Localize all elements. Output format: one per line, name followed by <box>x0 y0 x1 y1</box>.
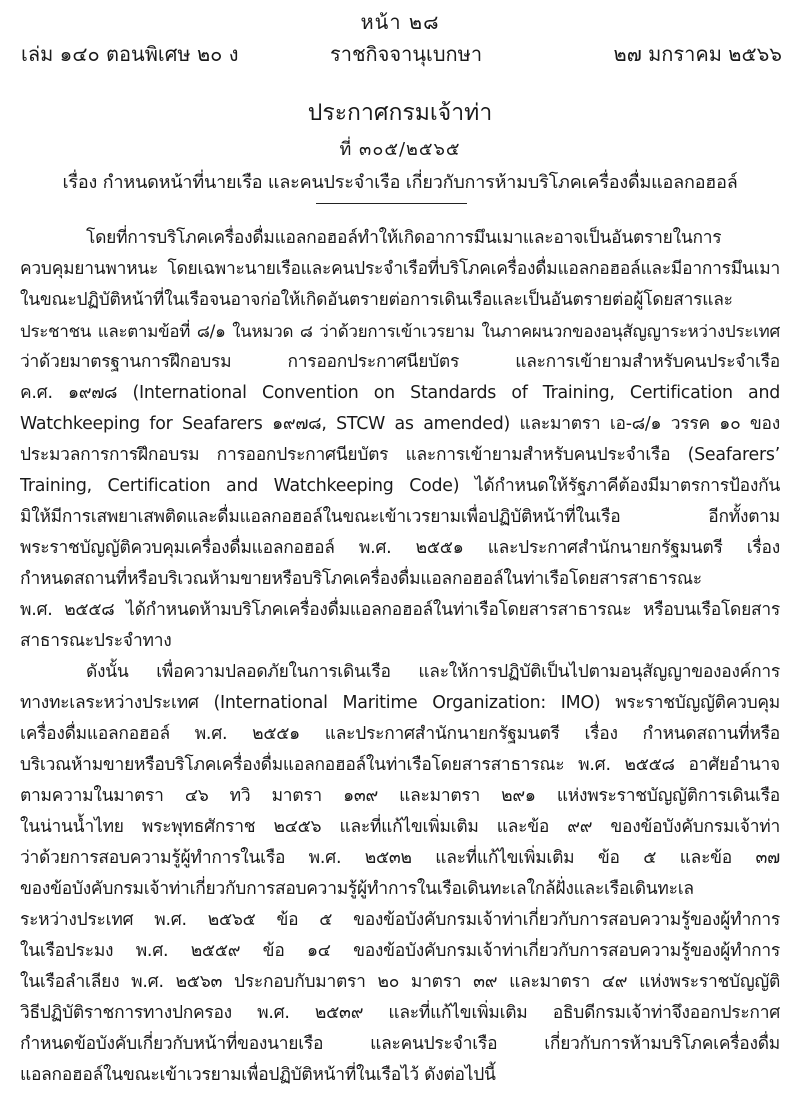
body-line: ในเรือลำเลียง พ.ศ. ๒๕๖๓ ประกอบกับมาตรา ๒๐ มาตรา ๓๙ และมาตรา ๔๙ แห่งพระราชบัญญัติ <box>20 972 780 992</box>
body-line: ค.ศ. ๑๙๗๘ (International Convention on Standards of Training, Certification and <box>20 383 780 403</box>
body-line: ของข้อบังคับกรมเจ้าท่าเกี่ยวกับการสอบความรู้ผู้ทำการในเรือเดินทะเลใกล้ฝั่งและเรือเดินทะเล <box>20 879 694 899</box>
body-line: Watchkeeping for Seafarers ๑๙๗๘, STCW as amended) และมาตรา เอ-๘/๑ วรรค ๑๐ ของ <box>20 414 780 434</box>
body-line: กำหนดข้อบังคับเกี่ยวกับหน้าที่ของนายเรือ และคนประจำเรือ เกี่ยวกับการห้ามบริโภคเครื่องดื่ม <box>20 1034 780 1054</box>
body-line: โดยที่การบริโภคเครื่องดื่มแอลกอฮอล์ทำให้เกิดอาการมึนเมาและอาจเป็นอันตรายในการ <box>86 228 722 248</box>
body-line: ระหว่างประเทศ พ.ศ. ๒๕๖๕ ข้อ ๕ ของข้อบังคับกรมเจ้าท่าเกี่ยวกับการสอบความรู้ของผู้ทำการ <box>20 910 780 930</box>
body-line: ทางทะเลระหว่างประเทศ (International Maritime Organization: IMO) พระราชบัญญัติควบคุม <box>20 693 780 713</box>
body-line: ในน่านน้ำไทย พระพุทธศักราช ๒๔๕๖ และที่แก้ไขเพิ่มเติม และข้อ ๙๙ ของข้อบังคับกรมเจ้าท่า <box>20 817 780 837</box>
body-line: ดังนั้น เพื่อความปลอดภัยในการเดินเรือ และให้การปฏิบัติเป็นไปตามอนุสัญญาขององค์การ <box>86 662 780 682</box>
body-line: Training, Certification and Watchkeeping Code) ได้กำหนดให้รัฐภาคีต้องมีมาตรการป้องกัน <box>20 476 780 496</box>
body-line: ประมวลการการฝึกอบรม การออกประกาศนียบัตร และการเข้ายามสำหรับคนประจำเรือ (Seafarers’ <box>20 445 780 465</box>
volume-issue: เล่ม ๑๔๐ ตอนพิเศษ ๒๐ ง <box>21 42 239 66</box>
body-line: ในขณะปฏิบัติหน้าที่ในเรือจนอาจก่อให้เกิดอันตรายต่อการเดินเรือและเป็นอันตรายต่อผู้โดยสารและ <box>20 290 733 310</box>
body-line: ว่าด้วยการสอบความรู้ผู้ทำการในเรือ พ.ศ. ๒๕๓๒ และที่แก้ไขเพิ่มเติม ข้อ ๕ และข้อ ๓๗ <box>20 848 780 868</box>
body-line: ประชาชน และตามข้อที่ ๘/๑ ในหมวด ๘ ว่าด้วยการเข้าเวรยาม ในภาคผนวกของอนุสัญญาระหว่างประเทศ <box>20 321 780 341</box>
body-line: วิธีปฏิบัติราชการทางปกครอง พ.ศ. ๒๕๓๙ และที่แก้ไขเพิ่มเติม อธิบดีกรมเจ้าท่าจึงออกประกาศ <box>20 1003 780 1023</box>
announcement-title: ประกาศกรมเจ้าท่า <box>307 100 493 126</box>
announcement-subject: เรื่อง กำหนดหน้าที่นายเรือ และคนประจำเรือ เกี่ยวกับการห้ามบริโภคเครื่องดื่มแอลกอฮอล์ <box>62 172 738 193</box>
body-line: พ.ศ. ๒๕๕๘ ได้กำหนดห้ามบริโภคเครื่องดื่มแอลกอฮอล์ในท่าเรือโดยสารสาธารณะ หรือบนเรือโดยสาร <box>20 600 780 620</box>
body-line: แอลกอฮอล์ในขณะเข้าเวรยามเพื่อปฏิบัติหน้าที่ในเรือไว้ ดังต่อไปนี้ <box>20 1065 496 1085</box>
body-line: มิให้มีการเสพยาเสพติดและดื่มแอลกอฮอล์ในขณะเข้าเวรยามเพื่อปฏิบัติหน้าที่ในเรือ อีกทั้งตาม <box>20 507 780 527</box>
body-line: บริเวณห้ามขายหรือบริโภคเครื่องดื่มแอลกอฮอล์ในท่าเรือโดยสารสาธารณะ พ.ศ. ๒๕๕๘ อาศัยอำนาจ <box>20 755 780 775</box>
title-divider <box>316 203 467 204</box>
publication-date: ๒๗ มกราคม ๒๕๖๖ <box>613 42 782 66</box>
body-line: ควบคุมยานพาหนะ โดยเฉพาะนายเรือและคนประจำเรือที่บริโภคเครื่องดื่มแอลกอฮอล์และมีอาการมึนเมา <box>20 259 780 279</box>
publication-name: ราชกิจจานุเบกษา <box>330 42 483 66</box>
announcement-number: ที่ ๓๐๕/๒๕๖๕ <box>339 139 461 160</box>
body-line: ว่าด้วยมาตรฐานการฝึกอบรม การออกประกาศนียบัตร และการเข้ายามสำหรับคนประจำเรือ <box>20 352 780 372</box>
body-line: ตามความในมาตรา ๔๖ ทวิ มาตรา ๑๓๙ และมาตรา ๒๙๑ แห่งพระราชบัญญัติการเดินเรือ <box>20 786 780 806</box>
body-line: สาธารณะประจำทาง <box>20 631 172 651</box>
body-line: เครื่องดื่มแอลกอฮอล์ พ.ศ. ๒๕๕๑ และประกาศสำนักนายกรัฐมนตรี เรื่อง กำหนดสถานที่หรือ <box>20 724 780 744</box>
body-line: กำหนดสถานที่หรือบริเวณห้ามขายหรือบริโภคเครื่องดื่มแอลกอฮอล์ในท่าเรือโดยสารสาธารณะ <box>20 569 702 589</box>
body-line: ในเรือประมง พ.ศ. ๒๕๕๙ ข้อ ๑๔ ของข้อบังคับกรมเจ้าท่าเกี่ยวกับการสอบความรู้ของผู้ทำการ <box>20 941 780 961</box>
page-number: หน้า ๒๘ <box>360 10 440 34</box>
body-line: พระราชบัญญัติควบคุมเครื่องดื่มแอลกอฮอล์ พ.ศ. ๒๕๕๑ และประกาศสำนักนายกรัฐมนตรี เรื่อง <box>20 538 780 558</box>
